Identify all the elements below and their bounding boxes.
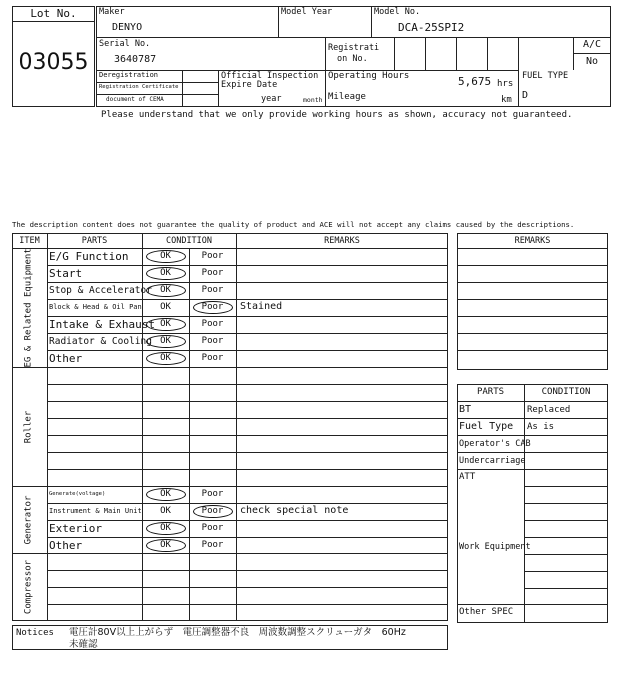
part-name: Block & Head & Oil Pan	[49, 303, 142, 311]
parts-subrow-divider	[524, 554, 608, 555]
poor-selected-oval	[193, 505, 233, 518]
right-parts-header: PARTS	[476, 387, 505, 397]
section-label-generator: Generator	[23, 495, 34, 545]
parts-subrow-divider	[524, 537, 608, 538]
poor-label: Poor	[201, 353, 224, 363]
parts-row-divider	[457, 452, 608, 453]
parts-subrow-divider	[524, 571, 608, 572]
remarks-column-header: REMARKS	[324, 236, 360, 246]
model-no-label: Model No.	[374, 7, 421, 17]
ok-label: OK	[160, 336, 171, 346]
ok-label: OK	[160, 302, 171, 312]
poor-label: Poor	[201, 285, 224, 295]
row-divider	[47, 384, 448, 385]
row-divider	[47, 503, 448, 504]
part-name: Intake & Exhaust	[49, 318, 155, 331]
right-condition-header: CONDITION	[541, 387, 591, 397]
ok-selected-oval	[146, 250, 186, 263]
row-divider	[47, 452, 448, 453]
right-remarks-header: REMARKS	[514, 236, 551, 246]
notices-line-1: 電圧計80V以上上がらず 電圧調整器不良 周波数調整スクリューガタ 60Hz	[69, 627, 406, 638]
remark-row-divider	[457, 316, 608, 317]
poor-label: Poor	[201, 336, 224, 346]
maker-label: Maker	[99, 7, 125, 17]
part-name: Instrument & Main Unit	[49, 507, 142, 515]
model-year-label: Model Year	[281, 7, 333, 17]
poor-label: Poor	[201, 489, 224, 499]
part-name: Radiator & Cooling	[49, 335, 152, 347]
registration-certificate-label: Registration Certificate	[99, 84, 179, 90]
right-part-fuel-type: Fuel Type	[459, 421, 514, 432]
part-name: Other	[49, 352, 83, 365]
parts-row-divider	[457, 435, 608, 436]
lot-number: 03055	[18, 50, 89, 75]
month-label: month	[303, 96, 323, 104]
row-divider	[47, 435, 448, 436]
right-value-bt: Replaced	[527, 405, 571, 415]
parts-subrow-divider	[524, 486, 608, 487]
row-divider	[47, 520, 448, 521]
section-label-roller: Roller	[23, 410, 34, 444]
parts-row-divider	[457, 469, 608, 470]
parts-row-divider	[457, 418, 608, 419]
poor-label: Poor	[201, 540, 224, 550]
section-label-eg: EG & Related Equipment	[23, 248, 34, 368]
row-divider	[47, 537, 448, 538]
right-part-bt: BT	[459, 404, 472, 415]
parts-row-divider	[457, 401, 608, 402]
right-part-other-spec: Other SPEC	[459, 607, 514, 617]
ok-label: OK	[160, 251, 171, 261]
item-column-header: ITEM	[19, 236, 40, 246]
mileage-label: Mileage	[328, 92, 366, 102]
parts-subrow-divider	[524, 520, 608, 521]
part-name: Stop & Accelerator	[49, 284, 152, 296]
model-no-value: DCA-25SPI2	[398, 21, 465, 34]
right-part-work-equipment: Work Equipment	[459, 542, 531, 552]
row-divider	[47, 333, 448, 334]
ac-value: No	[585, 56, 599, 67]
remark-row-divider	[457, 282, 608, 283]
ok-label: OK	[160, 489, 171, 499]
ok-label: OK	[160, 523, 171, 533]
parts-column-header: PARTS	[81, 236, 108, 246]
hrs-label: hrs	[497, 79, 514, 89]
poor-label: Poor	[201, 506, 224, 516]
row-divider	[47, 299, 448, 300]
ok-label: OK	[160, 540, 171, 550]
right-part-operator-cab: Operator's CAB	[459, 439, 531, 449]
fuel-type-label: FUEL TYPE	[522, 71, 569, 81]
part-name: E/G Function	[49, 250, 129, 263]
row-divider	[47, 604, 448, 605]
ok-label: OK	[160, 506, 171, 516]
poor-label: Poor	[201, 302, 224, 312]
part-name: Start	[49, 267, 83, 280]
poor-label: Poor	[201, 523, 224, 533]
ok-label: OK	[160, 319, 171, 329]
ok-selected-oval	[146, 318, 186, 331]
ac-label: A/C	[582, 39, 602, 50]
condition-column-header: CONDITION	[165, 236, 213, 246]
poor-selected-oval	[193, 301, 233, 314]
part-name: Other	[49, 539, 83, 552]
ok-selected-oval	[146, 352, 186, 365]
ok-selected-oval	[146, 539, 186, 552]
remark-row-divider	[457, 265, 608, 266]
remark-row-divider	[457, 299, 608, 300]
parts-subrow-divider	[524, 588, 608, 589]
operating-hours-value: 5,675	[458, 75, 492, 88]
row-divider	[47, 418, 448, 419]
accuracy-note: Please understand that we only provide working hours as shown, accuracy not guaranteed.	[101, 110, 573, 120]
ok-selected-oval	[146, 284, 186, 297]
fuel-type-value: D	[522, 90, 529, 101]
poor-label: Poor	[201, 319, 224, 329]
inspection-label-1: Official Inspection	[221, 71, 319, 81]
row-divider	[47, 265, 448, 266]
ok-selected-oval	[146, 335, 186, 348]
lot-label: Lot No.	[30, 7, 77, 20]
registration-label-1: Registrati	[328, 43, 380, 53]
row-divider	[47, 469, 448, 470]
maker-value: DENYO	[112, 22, 143, 33]
inspection-label-2: Expire Date	[221, 80, 278, 90]
remark-text: check special note	[240, 505, 349, 516]
parts-subrow-divider	[524, 503, 608, 504]
right-part-att: ATT	[459, 472, 476, 482]
disclaimer: The description content does not guarantee the quality of product and ACE will not accept any claims caused by the descriptions.	[12, 220, 575, 229]
row-divider	[47, 350, 448, 351]
deregistration-label: Deregistration	[99, 71, 159, 79]
right-value-fuel-type: As is	[527, 422, 555, 432]
row-divider	[47, 316, 448, 317]
row-divider	[47, 570, 448, 571]
poor-label: Poor	[201, 251, 224, 261]
part-name: Generate(voltage)	[49, 490, 106, 497]
ok-selected-oval	[146, 488, 186, 501]
ok-selected-oval	[146, 267, 186, 280]
remark-row-divider	[457, 333, 608, 334]
km-label: km	[501, 95, 512, 105]
row-divider	[47, 282, 448, 283]
parts-row-divider	[457, 604, 608, 605]
ok-label: OK	[160, 268, 171, 278]
ok-label: OK	[160, 353, 171, 363]
poor-label: Poor	[201, 268, 224, 278]
cema-label: document of CEMA	[106, 96, 164, 103]
part-name: Exterior	[49, 522, 102, 535]
row-divider	[47, 401, 448, 402]
notices-line-2: 未確認	[69, 639, 98, 650]
row-divider	[47, 587, 448, 588]
remark-text: Stained	[240, 301, 283, 312]
operating-hours-label: Operating Hours	[328, 71, 410, 81]
notices-label: Notices	[16, 628, 54, 638]
ok-selected-oval	[146, 522, 186, 535]
section-label-compressor: Compressor	[23, 559, 34, 615]
right-part-undercarriage: Undercarriage	[459, 456, 526, 466]
year-label: year	[261, 94, 282, 104]
registration-label-2: on No.	[337, 54, 368, 64]
serial-value: 3640787	[114, 54, 157, 65]
remark-row-divider	[457, 350, 608, 351]
ok-label: OK	[160, 285, 171, 295]
serial-label: Serial No.	[99, 39, 151, 49]
